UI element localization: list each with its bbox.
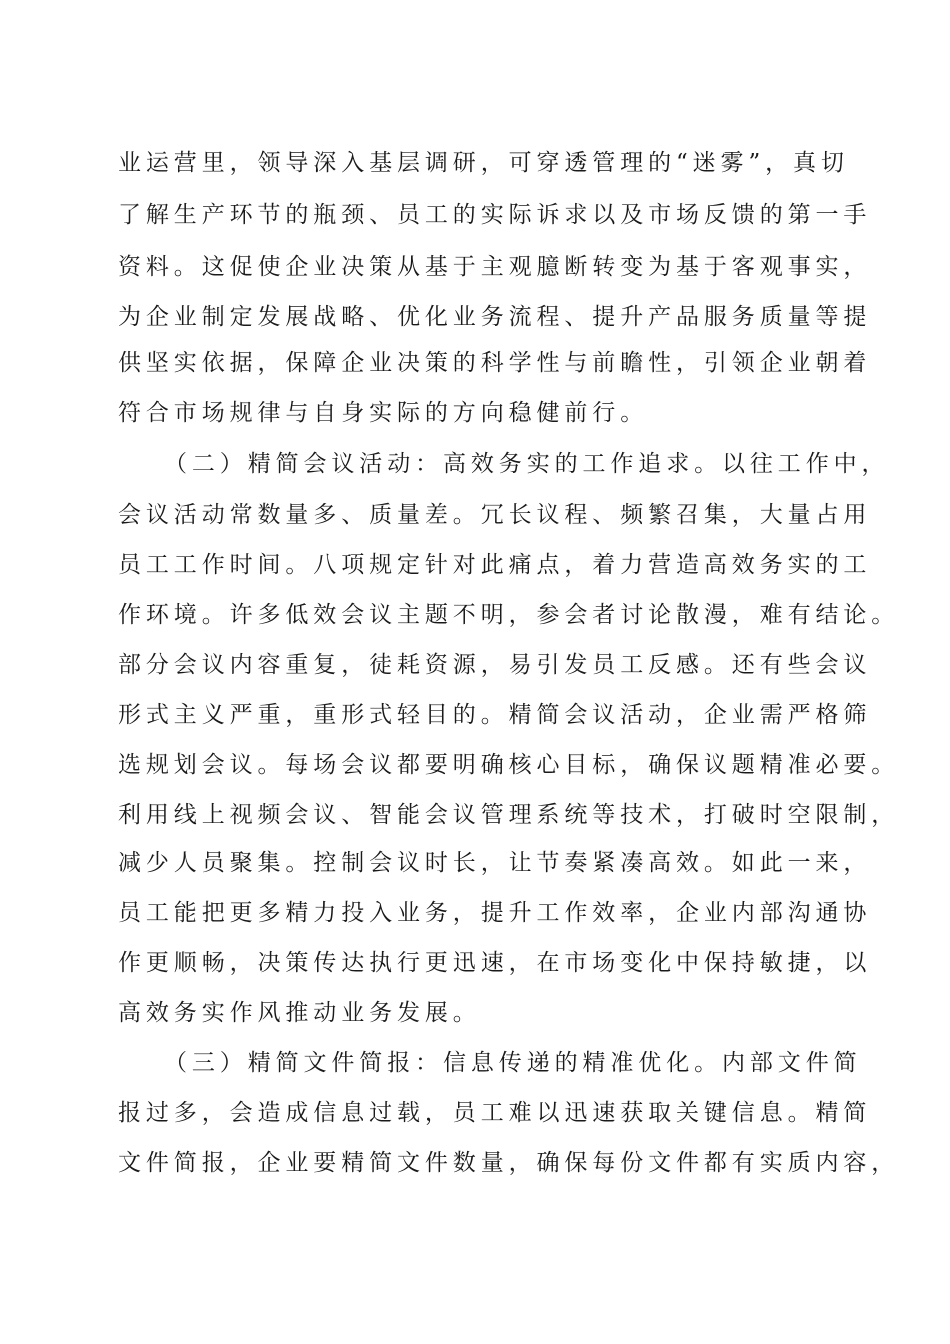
paragraph-line-17: 作更顺畅，决策传达执行更迅速，在市场变化中保持敏捷，以 [118, 950, 872, 976]
section-heading-2: （二）精简会议活动：高效务实的工作追求。以往工作中， [164, 451, 890, 477]
paragraph-line-5: 供坚实依据，保障企业决策的科学性与前瞻性，引领企业朝着 [118, 350, 872, 376]
paragraph-line-20: 报过多，会造成信息过载，员工难以迅速获取关键信息。精简 [118, 1100, 872, 1126]
paragraph-line-15: 减少人员聚集。控制会议时长，让节奏紧凑高效。如此一来， [118, 850, 872, 876]
paragraph-line-14: 利用线上视频会议、智能会议管理系统等技术，打破时空限制， [118, 802, 900, 828]
paragraph-line-4: 为企业制定发展战略、优化业务流程、提升产品服务质量等提 [118, 304, 872, 330]
paragraph-line-12: 形式主义严重，重形式轻目的。精简会议活动，企业需严格筛 [118, 702, 872, 728]
paragraph-line-18: 高效务实作风推动业务发展。 [118, 1000, 481, 1026]
paragraph-line-9: 员工工作时间。八项规定针对此痛点，着力营造高效务实的工 [118, 552, 872, 578]
paragraph-line-2: 了解生产环节的瓶颈、员工的实际诉求以及市场反馈的第一手 [118, 202, 872, 228]
paragraph-line-16: 员工能把更多精力投入业务，提升工作效率，企业内部沟通协 [118, 900, 872, 926]
paragraph-line-8: 会议活动常数量多、质量差。冗长议程、频繁召集，大量占用 [118, 502, 872, 528]
paragraph-line-3: 资料。这促使企业决策从基于主观臆断转变为基于客观事实， [118, 254, 872, 280]
section-heading-3: （三）精简文件简报：信息传递的精准优化。内部文件简 [164, 1050, 862, 1076]
paragraph-line-10: 作环境。许多低效会议主题不明，参会者讨论散漫，难有结论。 [118, 602, 900, 628]
paragraph-line-13: 选规划会议。每场会议都要明确核心目标，确保议题精准必要。 [118, 752, 900, 778]
paragraph-line-21: 文件简报，企业要精简文件数量，确保每份文件都有实质内容， [118, 1150, 900, 1176]
paragraph-line-6: 符合市场规律与自身实际的方向稳健前行。 [118, 400, 649, 426]
paragraph-line-11: 部分会议内容重复，徒耗资源，易引发员工反感。还有些会议 [118, 652, 872, 678]
paragraph-line-1: 业运营里，领导深入基层调研，可穿透管理的“迷雾”，真切 [118, 150, 849, 176]
